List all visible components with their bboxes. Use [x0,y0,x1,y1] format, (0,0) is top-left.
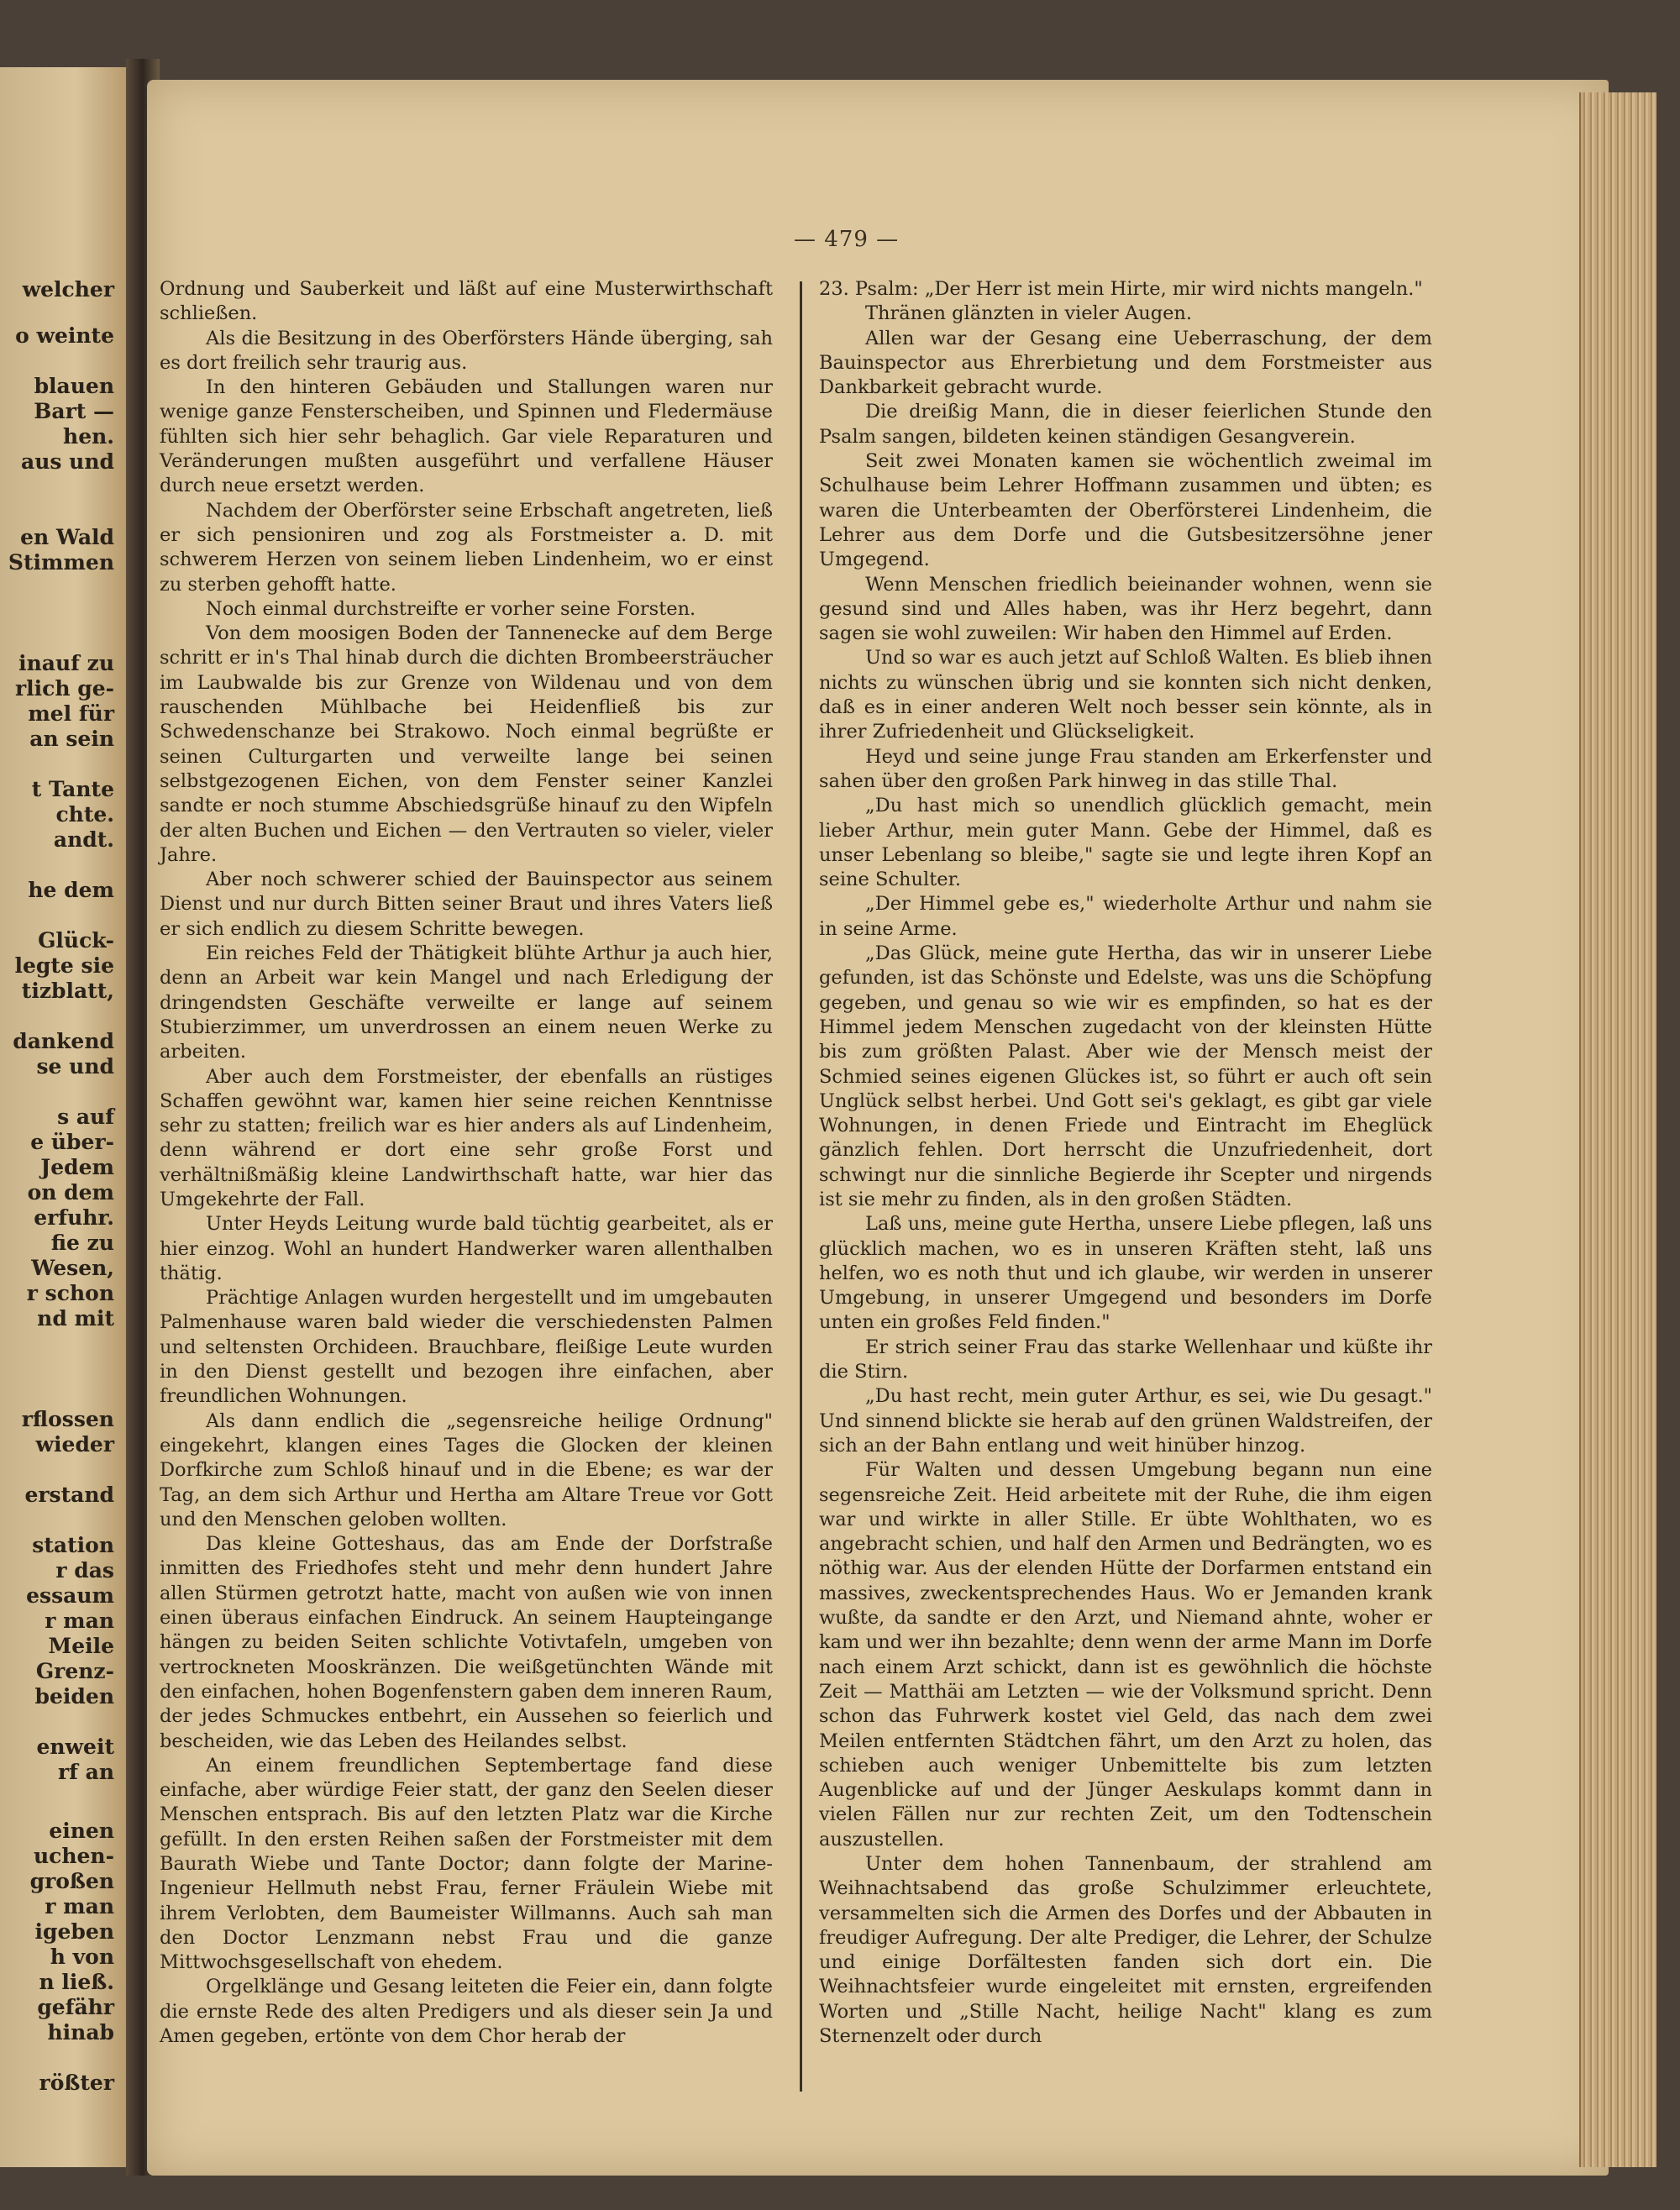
left-page-fragment: andt. [53,827,114,852]
left-page-fragment: legte sie [14,953,114,978]
left-page-fragment: station [32,1533,114,1557]
left-page-fragment: hinab [47,2020,114,2045]
paragraph: Nachdem der Oberförster seine Erbschaft angetreten, ließ er sich pensioniren und zog als Forstmeister a. D. mit schwerem Herzen von seinem lieben Lindenheim, wo er einst zu sterben gehofft hatte. [160,499,773,596]
left-page-fragment: blauen [34,374,114,398]
left-page-fragment: einen [49,1819,114,1843]
paragraph: Laß uns, meine gute Hertha, unsere Liebe pflegen, laß uns glücklich machen, wo es in unseren Kräften steht, laß uns helfen, wo es noth thut und ich glaube, wir werden in unserer Umgebung, in unserer Umgegend und besonders im Dorfe unten ein großes Feld finden." [819,1213,1432,1334]
paragraph: Unter Heyds Leitung wurde bald tüchtig gearbeitet, als er hier einzog. Wohl an hundert Handwerker waren allenthalben thätig. [160,1213,773,1284]
paragraph: „Das Glück, meine gute Hertha, das wir in unserer Liebe gefunden, ist das Schönste und Edelste, was uns die Schöpfung gegeben, und genau so wie wir es empfinden, so hat es der Himmel jedem Menschen zugedacht von der kleinsten Hütte bis zum größten Palast. Aber wie der Mensch meist der Schmied seines eigenen Glückes ist, so führt er auch oft sein Unglück selbst herbei. Und Gott sei's geklagt, es gibt gar viele Wohnungen, in denen Friede und Eintracht im Eheglück gänzlich fehlen. Dort herrscht die Unzufriedenheit, dort schwingt nur die sinnliche Begierde ihr Scepter und nirgends ist sie mehr zu finden, als in den großen Städten. [819,942,1432,1210]
left-page-fragment: r man [45,1609,114,1633]
left-page-fragment: hen. [63,424,114,449]
left-page-fragment: Stimmen [8,550,114,575]
left-page-fragment: fie zu [50,1231,114,1255]
left-page-edge [0,67,126,2167]
left-page-fragment: on dem [27,1180,114,1205]
left-page-fragment: essaum [26,1583,114,1608]
paragraph: Ordnung und Sauberkeit und läßt auf eine Musterwirthschaft schließen. [160,278,773,325]
column-divider [800,281,802,2092]
page-edges [1579,92,1656,2167]
left-page-fragment: erfuhr. [34,1205,114,1230]
left-page-fragment: rflossen [21,1407,114,1431]
paragraph: 23. Psalm: „Der Herr ist mein Hirte, mir wird nichts mangeln." [819,278,1423,300]
left-page-fragment: he dem [28,878,114,902]
paragraph: Als dann endlich die „segensreiche heilige Ordnung" eingekehrt, klangen eines Tages die Glocken der kleinen Dorfkirche zum Schloß hinauf und in die Ebene; es war der Tag, an dem sich Arthur und Hertha am Altare Treue vor Gott und den Menschen geloben wollten. [160,1409,773,1530]
left-page-fragment: rf an [57,1760,114,1784]
left-page-fragment: inauf zu [18,651,114,675]
paragraph: Seit zwei Monaten kamen sie wöchentlich zweimal im Schulhause beim Lehrer Hoffmann zusammen und übten; es waren die Unterbeamten der Oberförsterei Lindenheim, die Lehrer aus dem Dorfe und die Gutsbesitzersöhne jener Umgegend. [819,450,1432,571]
left-page-fragment: nd mit [37,1306,114,1331]
paragraph: Orgelklänge und Gesang leiteten die Feier ein, dann folgte die ernste Rede des alten Predigers und als dieser sein Ja und Amen gegeben, ertönte von dem Chor herab der [160,1976,773,2048]
left-page-fragment: se und [36,1054,114,1079]
paragraph: Die dreißig Mann, die in dieser feierlichen Stunde den Psalm sangen, bildeten keinen ständigen Gesangverein. [819,401,1432,448]
left-column [160,277,773,2049]
left-page-fragment: h von [50,1945,114,1969]
left-page-fragment: n ließ. [39,1970,114,1994]
left-page-fragment: Jedem [40,1155,114,1179]
page-number: — 479 — [794,227,900,252]
paragraph: Er strich seiner Frau das starke Wellenhaar und küßte ihr die Stirn. [819,1336,1432,1383]
paragraph: „Du hast mich so unendlich glücklich gemacht, mein lieber Arthur, mein guter Mann. Gebe der Himmel, daß es unser Lebenlang so bleibe," sagte sie und legte ihren Kopf an seine Schulter. [819,795,1432,891]
left-page-fragment: s auf [57,1105,114,1129]
left-page-fragment: wieder [35,1432,114,1457]
paragraph: Wenn Menschen friedlich beieinander wohnen, wenn sie gesund sind und Alles haben, was ihr Herz begehrt, dann sagen sie wohl zuweilen: Wir haben den Himmel auf Erden. [819,573,1432,645]
paragraph: Von dem moosigen Boden der Tannenecke auf dem Berge schritt er in's Thal hinab durch die dichten Brombeersträucher im Laubwalde bis zur Grenze von Wildenau und von dem rauschenden Mühlbache bei Heidenfließ bis zur Schwedenschanze bei Strakowo. Noch einmal begrüßte er seinen Culturgarten und verweilte lange bei seinen selbstgezogenen Eichen, von dem Fenster seiner Kanzlei sandte er noch stumme Abschiedsgrüße hinauf zu den Wipfeln der alten Buchen und Eichen — den Vertrauten so vieler, vieler Jahre. [160,622,773,866]
left-page-fragment: r das [55,1558,114,1583]
left-page-fragment: t Tante [31,777,114,801]
paragraph: Heyd und seine junge Frau standen am Erkerfenster und sahen über den großen Park hinweg in das stille Thal. [819,745,1432,792]
left-page-fragment: r man [45,1894,114,1919]
paragraph: Allen war der Gesang eine Ueberraschung, der dem Bauinspector aus Ehrerbietung und dem Forstmeister aus Dankbarkeit gebracht wurde. [819,327,1432,399]
paragraph: Noch einmal durchstreifte er vorher seine Forsten. [206,597,696,620]
left-page-fragment: rlich ge- [14,676,114,701]
left-page-fragment: tizblatt, [21,979,114,1003]
left-page-fragment: Bart — [34,399,114,423]
paragraph: Das kleine Gotteshaus, das am Ende der Dorfstraße inmitten des Friedhofes steht und mehr denn hundert Jahre allen Stürmen getrotzt hatte, macht von außen wie von innen einen überaus einfachen Eindruck. An seinem Haupteingange hängen zu beiden Seiten schlichte Votivtafeln, umgeben von vertrockneten Mooskränzen. Die weißgetünchten Wände mit den einfachen, hohen Bogenfenstern gaben dem inneren Raum, der jedes Schmuckes entbehrt, ein Aussehen so feierlich und bescheiden, wie das Leben des Heilandes selbst. [160,1533,773,1752]
right-column [819,277,1432,2049]
left-page-fragment: chte. [55,802,114,827]
left-page-fragment: Wesen, [31,1256,114,1280]
paragraph: Ein reiches Feld der Thätigkeit blühte Arthur ja auch hier, denn an Arbeit war kein Mangel und nach Erledigung der dringendsten Geschäfte verweilte er lange auf seinem Stubierzimmer, um unverdrossen an einem neuen Werke zu arbeiten. [160,942,773,1063]
paragraph: In den hinteren Gebäuden und Stallungen waren nur wenige ganze Fensterscheiben, und Spinnen und Fledermäuse fühlten sich hier sehr behaglich. Gar viele Reparaturen und Veränderungen mußten ausgeführt und verfallene Häuser durch neue ersetzt werden. [160,376,773,497]
paragraph: Unter dem hohen Tannenbaum, der strahlend am Weihnachtsabend das große Schulzimmer erleuchtete, versammelten sich die Armen des Dorfes und der Abbauten in freudiger Aufregung. Der alte Prediger, die Lehrer, der Schulze und einige Dorfältesten fanden sich dort ein. Die Weihnachtsfeier wurde eingeleitet mit ernsten, ergreifenden Worten und „Stille Nacht, heilige Nacht" klang es zum Sternenzelt oder durch [819,1853,1432,2048]
left-page-fragment: en Wald [20,525,114,549]
paragraph: Prächtige Anlagen wurden hergestellt und im umgebauten Palmenhause waren bald wieder die verschiedensten Palmen und seltensten Orchideen. Brauchbare, fleißige Leute wurden in den Dienst gestellt und bezogen ihre einfachen, aber freundlichen Wohnungen. [160,1287,773,1408]
left-page-fragment: Glück- [38,928,114,953]
paragraph: Als die Besitzung in des Oberförsters Hände überging, sah es dort freilich sehr traurig aus. [160,327,773,374]
left-page-fragment: uchen- [33,1844,114,1868]
left-page-fragment: dankend [13,1029,114,1053]
paragraph: Aber auch dem Forstmeister, der ebenfalls an rüstiges Schaffen gewöhnt war, kamen hier seine reichen Kenntnisse sehr zu statten; freilich war es hier anders als auf Lindenheim, denn während er dort eine sehr große Forst und verhältnißmäßig kleine Landwirthschaft hatte, war hier das Umgekehrte der Fall. [160,1065,773,1210]
left-page-fragment: an sein [29,727,114,751]
paragraph: Aber noch schwerer schied der Bauinspector aus seinem Dienst und nur durch Bitten seiner Braut und ihres Vaters ließ er sich endlich zu diesem Schritte bewegen. [160,869,773,940]
left-page-fragment: Grenz- [35,1659,114,1683]
left-page-fragment: beiden [34,1684,114,1709]
left-page-fragment: gefähr [37,1995,114,2019]
left-page-fragment: welcher [22,277,114,302]
left-page-fragment: rößter [39,2071,114,2095]
left-page-fragment: enweit [36,1735,114,1759]
left-page-fragment: Meile [48,1634,114,1658]
paragraph: „Du hast recht, mein guter Arthur, es sei, wie Du gesagt." Und sinnend blickte sie herab auf den grünen Waldstreifen, der sich an der Bahn entlang und weit hinüber hinzog. [819,1385,1432,1457]
paragraph: Und so war es auch jetzt auf Schloß Walten. Es blieb ihnen nichts zu wünschen übrig und sie konnten sich nicht denken, daß es in einer anderen Welt noch besser sein könnte, als in ihrer Zufriedenheit und Glückseligkeit. [819,647,1432,743]
paragraph: Thränen glänzten in vieler Augen. [865,302,1193,325]
left-page-fragment: mel für [28,701,114,726]
paragraph: „Der Himmel gebe es," wiederholte Arthur und nahm sie in seine Arme. [819,893,1432,940]
left-page-fragment: großen [29,1869,114,1893]
paragraph: Für Walten und dessen Umgebung begann nun eine segensreiche Zeit. Heid arbeitete mit der Ruhe, die ihm eigen war und wirkte in aller Stille. Er übte Wohlthaten, wo es angebracht schien, und half den Armen und Bedrängten, wo es nöthig war. Aus der elenden Hütte der Dorfarmen entstand ein massives, zweckentsprechendes Haus. Wo er Jemanden krank wußte, da sandte er den Arzt, und Niemand ahnte, woher er kam und wer ihn bezahlte; denn wenn der arme Mann im Dorfe nach einem Arzt schickt, dann ist es gewöhnlich die höchste Zeit — Matthäi am Letzten — wie der Volksmund spricht. Denn schon das Fuhrwerk kostet viel Geld, das nach dem zwei Meilen entfernten Städtchen fährt, um den Arzt zu holen, das schieben auch weniger Unbemittelte bis zum letzten Augenblicke auf und der Jünger Aeskulaps kommt dann in vielen Fällen nur zur rechten Zeit, um den Todtenschein auszustellen. [819,1459,1432,1850]
paragraph: An einem freundlichen Septembertage fand diese einfache, aber würdige Feier statt, der ganz den Seelen dieser Menschen entsprach. Bis auf den letzten Platz war die Kirche gefüllt. In den ersten Reihen saßen der Forstmeister mit dem Baurath Wiebe und Tante Doctor; dann folgte der Marine-Ingenieur Hellmuth nebst Frau, ferner Fräulein Wiebe mit ihrem Verlobten, dem Baumeister Willmanns. Auch sah man den Doctor Lenzmann nebst Frau und die ganze Mittwochsgesellschaft von ehedem. [160,1754,773,1974]
left-page-fragment: o weinte [15,323,114,348]
left-page-fragment: igeben [34,1919,114,1944]
left-page-fragment: e über- [30,1130,114,1154]
left-page-fragment: erstand [24,1483,114,1507]
left-page-fragment: aus und [21,449,114,474]
left-page-fragment: r schon [26,1281,114,1305]
